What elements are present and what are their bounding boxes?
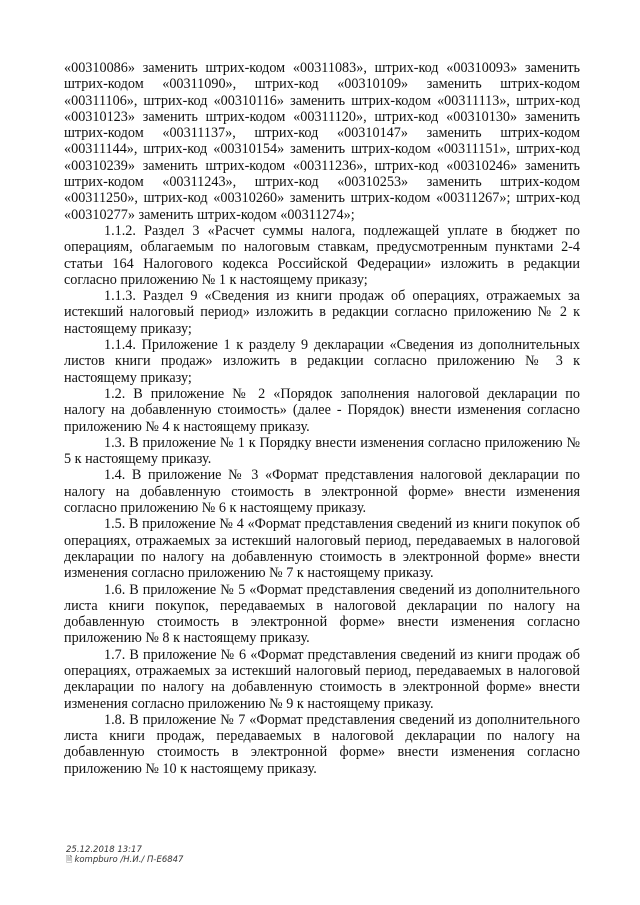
footer-path: kompburo /Н.И./ П-Е6847 bbox=[74, 855, 184, 865]
paragraph-barcodes: «00310086» заменить штрих-кодом «00311083», штрих-код «00310093» заменить штрих-кодом «00311090», штрих-код «00310109» заменить штрих-кодом «00311106», штрих-код «00310116» заменить штрих-кодом «00311113», штрих-код «00310123» заменить штрих-кодом «00311120», штрих-код «00310130» заменить штрих-кодом «00311137», штрих-код «00310147» заменить штрих-кодом «00311144», штрих-код «00310154» заменить штрих-кодом «00311151», штрих-код «00310239» заменить штрих-кодом «00311236», штрих-код «00310246» заменить штрих-кодом «00311243», штрих-код «00310253» заменить штрих-кодом «00311250», штрих-код «00310260» заменить штрих-кодом «00311267»; штрих-код «00310277» заменить штрих-кодом «00311274»; bbox=[64, 60, 580, 223]
paragraph-1-1-4: 1.1.4. Приложение 1 к разделу 9 декларации «Сведения из дополнительных листов книги продаж» изложить в редакции согласно приложению № 3 к настоящему приказу; bbox=[64, 337, 580, 386]
paragraph-1-8: 1.8. В приложение № 7 «Формат представления сведений из дополнительного листа книги продаж, передаваемых в налоговой декларации по налогу на добавленную стоимость в электронной форме» внести изменения согласно приложению № 10 к настоящему приказу. bbox=[64, 711, 580, 777]
footer-stamp bbox=[66, 845, 183, 865]
document-icon: 🗎 bbox=[66, 855, 73, 864]
paragraph-1-1-2: 1.1.2. Раздел 3 «Расчет суммы налога, подлежащей уплате в бюджет по операциям, облагаемым по налоговым ставкам, предусмотренным пунктами 2-4 статьи 164 Налогового кодекса Российской Федерации» изложить в редакции согласно приложению № 1 к настоящему приказу; bbox=[64, 222, 580, 288]
paragraph-1-5: 1.5. В приложение № 4 «Формат представления сведений из книги покупок об операциях, отражаемых за истекший налоговый период, передаваемых в налоговой декларации по налогу на добавленную стоимость в электронной форме» внести изменения согласно приложению № 7 к настоящему приказу. bbox=[64, 516, 580, 582]
paragraph-1-4: 1.4. В приложение № 3 «Формат представления налоговой декларации по налогу на добавленную стоимость в электронной форме» внести изменения согласно приложению № 6 к настоящему приказу. bbox=[64, 467, 580, 517]
footer-path-line bbox=[66, 855, 183, 865]
paragraph-1-6: 1.6. В приложение № 5 «Формат представления сведений из дополнительного листа книги покупок, передаваемых в налоговой декларации по налогу на добавленную стоимость в электронной форме» внести изменения согласно приложению № 8 к настоящему приказу. bbox=[64, 581, 580, 647]
paragraph-1-1-3: 1.1.3. Раздел 9 «Сведения из книги продаж об операциях, отражаемых за истекший налоговый период» изложить в редакции согласно приложению № 2 к настоящему приказу; bbox=[64, 288, 580, 337]
paragraph-1-3: 1.3. В приложение № 1 к Порядку внести изменения согласно приложению № 5 к настоящему приказу. bbox=[64, 434, 580, 468]
paragraph-1-2: 1.2. В приложение № 2 «Порядок заполнения налоговой декларации по налогу на добавленную стоимость» (далее - Порядок) внести изменения согласно приложению № 4 к настоящему приказу. bbox=[64, 385, 580, 435]
paragraph-1-7: 1.7. В приложение № 6 «Формат представления сведений из книги продаж об операциях, отражаемых за истекший налоговый период, передаваемых в налоговой декларации по налогу на добавленную стоимость в электронной форме» внести изменения согласно приложению № 9 к настоящему приказу. bbox=[64, 646, 580, 712]
footer-date: 25.12.2018 13:17 bbox=[66, 845, 142, 855]
